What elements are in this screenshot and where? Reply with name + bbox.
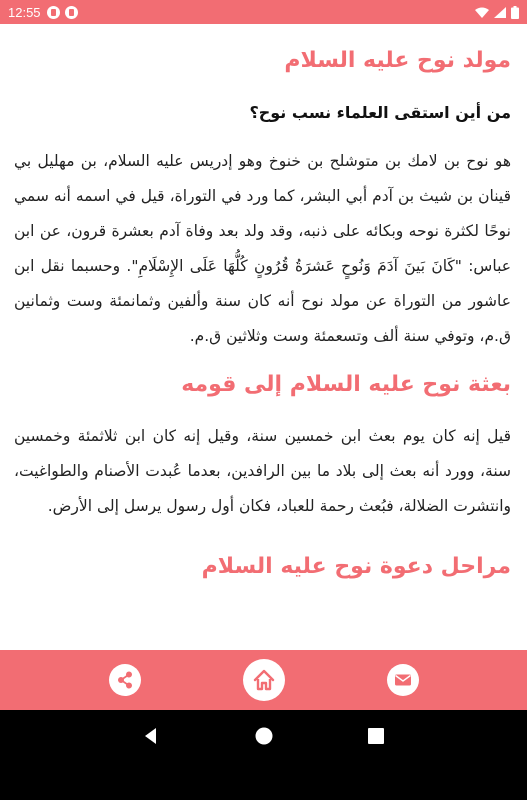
paragraph-lineage: هو نوح بن لامك بن متوشلح بن خنوخ وهو إدريس عليه السلام، بن مهليل بي قينان بن شيث بن آدم أبي البشر، كما ورد في التوراة، قيل في اسمه أنه سمي نوحًا لكثرة نوحه وبكائه على ذنبه، وقد ولد بعد وفاة آدم بعشرة قرون، عن ابن عباس: "كَانَ بَينَ آدَمَ وَنُوحٍ عَشرَةُ قُرُونٍ كُلُّهَا عَلَى الإِسْلَامِ". وحسبما نقل ابن عاشور من التوراة عن مولد نوح أنه كان سنة وألفين وثمانمئة وست وثمانين ق.م، وتوفي سنة ألف وتسعمئة وست وثلاثين ق.م. bbox=[14, 152, 511, 345]
status-icons bbox=[475, 6, 519, 19]
mail-button[interactable] bbox=[387, 664, 419, 696]
battery-icon bbox=[511, 6, 519, 19]
wifi-icon bbox=[475, 7, 489, 18]
mail-icon bbox=[393, 670, 413, 690]
share-button[interactable] bbox=[109, 664, 141, 696]
notification-icon bbox=[65, 6, 78, 19]
share-icon bbox=[115, 670, 135, 690]
paragraph-mission: قيل إنه كان يوم بعث ابن خمسين سنة، وقيل إنه كان ابن ثلاثمئة وخمسين سنة، وورد أنه بعث إلى بلاد ما بين الرافدين، بعدما عُبدت الأصنام والطواغيت، وانتشرت الضلالة، فبُعث رحمة للعباد، فكان أول رسول يرسل إلى الأرض. bbox=[14, 427, 511, 515]
heading-birth: مولد نوح عليه السلام bbox=[284, 48, 511, 73]
heading-stages: مراحل دعوة نوح عليه السلام bbox=[201, 554, 511, 579]
home-icon bbox=[252, 668, 276, 692]
recent-apps-icon[interactable] bbox=[366, 726, 386, 746]
back-icon[interactable] bbox=[141, 726, 161, 746]
notification-icon bbox=[47, 6, 60, 19]
signal-icon bbox=[494, 7, 506, 18]
status-time: 12:55 bbox=[8, 4, 41, 20]
home-circle-icon[interactable] bbox=[254, 726, 274, 746]
heading-mission: بعثة نوح عليه السلام إلى قومه bbox=[181, 372, 511, 397]
home-button[interactable] bbox=[243, 659, 285, 701]
bottom-action-bar bbox=[0, 650, 527, 710]
status-bar bbox=[0, 0, 527, 24]
article-content bbox=[0, 24, 527, 650]
subheading-lineage: من أين استقى العلماء نسب نوح؟ bbox=[249, 103, 511, 122]
system-nav-bar bbox=[0, 710, 527, 800]
